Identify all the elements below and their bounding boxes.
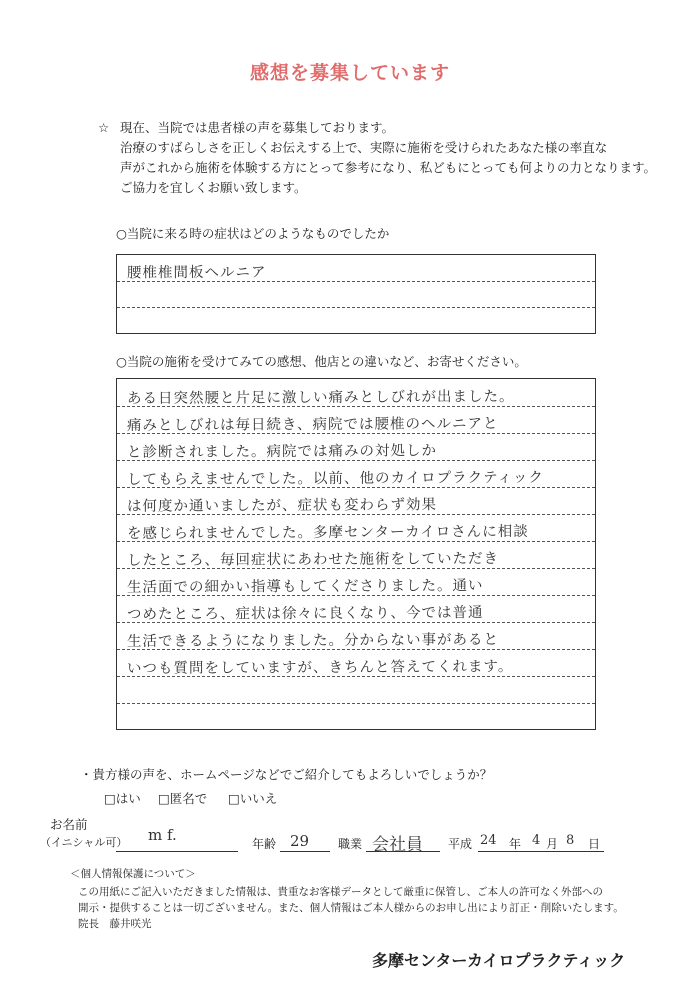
consent-option-yes[interactable]: □はい <box>104 791 141 806</box>
month-label: 月 <box>546 837 559 851</box>
impressions-answer-line: 生活できるようになりました。分からない事があると <box>126 632 500 650</box>
impressions-answer-line: ある日突然腰と片足に激しい痛みとしびれが出ました。 <box>126 388 515 408</box>
job-field[interactable]: 会社員 <box>372 835 423 855</box>
question-impressions-label: ○当院の施術を受けてみての感想、他店との違いなど、お寄せください。 <box>116 354 527 369</box>
era-label: 平成 <box>448 837 473 851</box>
job-label: 職業 <box>338 837 363 851</box>
name-label: お名前 <box>50 817 88 832</box>
year-label: 年 <box>509 837 522 851</box>
impressions-answer-line: 痛みとしびれは毎日続き、病院では腰椎のヘルニアと <box>126 416 499 434</box>
question-symptoms-label: ○当院に来る時の症状はどのようなものでしたか <box>116 226 390 241</box>
impressions-answer-line: いつも質問をしていますが、きちんと答えてくれます。 <box>126 658 514 678</box>
privacy-line: この用紙にご記入いただきました情報は、貴重なお客様データとして厳重に保管し、ご本人の許可なく外部への <box>78 886 603 898</box>
clinic-name: 多摩センターカイロプラクティック <box>372 951 626 970</box>
name-field[interactable]: m f. <box>148 826 177 844</box>
intro-line: 現在、当院では患者様の声を募集しております。 <box>120 120 395 135</box>
star-icon: ☆ <box>98 120 110 135</box>
impressions-answer-line: つめたところ、症状は徐々に良くなり、今では普通 <box>126 605 484 623</box>
intro-line: ご協力を宜しくお願い致します。 <box>120 180 307 195</box>
privacy-heading: ＜個人情報保護について＞ <box>70 868 196 880</box>
impressions-answer-box[interactable] <box>116 378 596 730</box>
name-underline <box>116 851 238 852</box>
age-field[interactable]: 29 <box>290 832 310 850</box>
intro-line: 治療のすばらしさを正しくお伝えする上で、実際に施術を受けられたあなた様の率直な <box>120 140 608 155</box>
intro-line: 声がこれから施術を体験する方にとって参考になり、私どもにとっても何よりの力となります。 <box>120 160 657 175</box>
ruled-line <box>117 307 595 308</box>
page-title: 感想を募集しています <box>249 62 450 84</box>
impressions-answer-line: を感じられませんでした。多摩センターカイロさんに相談 <box>126 523 529 543</box>
age-label: 年齢 <box>252 837 277 851</box>
month-field[interactable]: 4 <box>532 833 541 848</box>
director-name: 院長 藤井咲光 <box>78 918 152 930</box>
year-field[interactable]: 24 <box>480 833 497 848</box>
consent-option-anonymous[interactable]: □匿名で <box>158 791 208 806</box>
privacy-line: 開示・提供することは一切ございません。また、個人情報はご本人様からのお申し出により訂正・削除いたします。 <box>78 902 624 914</box>
impressions-answer-line: してもらえませんでした。以前、他のカイロプラクティック <box>126 469 544 489</box>
day-label: 日 <box>588 837 601 851</box>
impressions-answer-line: 生活面での細かい指導もしてくださりました。通い <box>126 578 484 596</box>
consent-option-no[interactable]: □いいえ <box>228 791 278 806</box>
day-field[interactable]: 8 <box>566 833 575 848</box>
age-underline <box>280 851 330 852</box>
intro-section <box>98 118 658 198</box>
impressions-answer-line: は何度か通いましたが、症状も変わらず効果 <box>126 497 438 515</box>
consent-question: ・貴方様の声を、ホームページなどでご紹介してもよろしいでしょうか？ <box>80 767 493 782</box>
symptoms-answer-box[interactable] <box>116 254 596 334</box>
impressions-answer-line: したところ、毎回症状にあわせた施術をしていただき <box>126 551 500 569</box>
symptoms-answer-line: 腰椎椎間板ヘルニア <box>126 264 267 282</box>
initial-label: （イニシャル可） <box>40 836 128 849</box>
impressions-answer-line: と診断されました。病院では痛みの対処しか <box>126 443 438 461</box>
date-underline <box>478 851 604 852</box>
ruled-line <box>117 703 595 704</box>
